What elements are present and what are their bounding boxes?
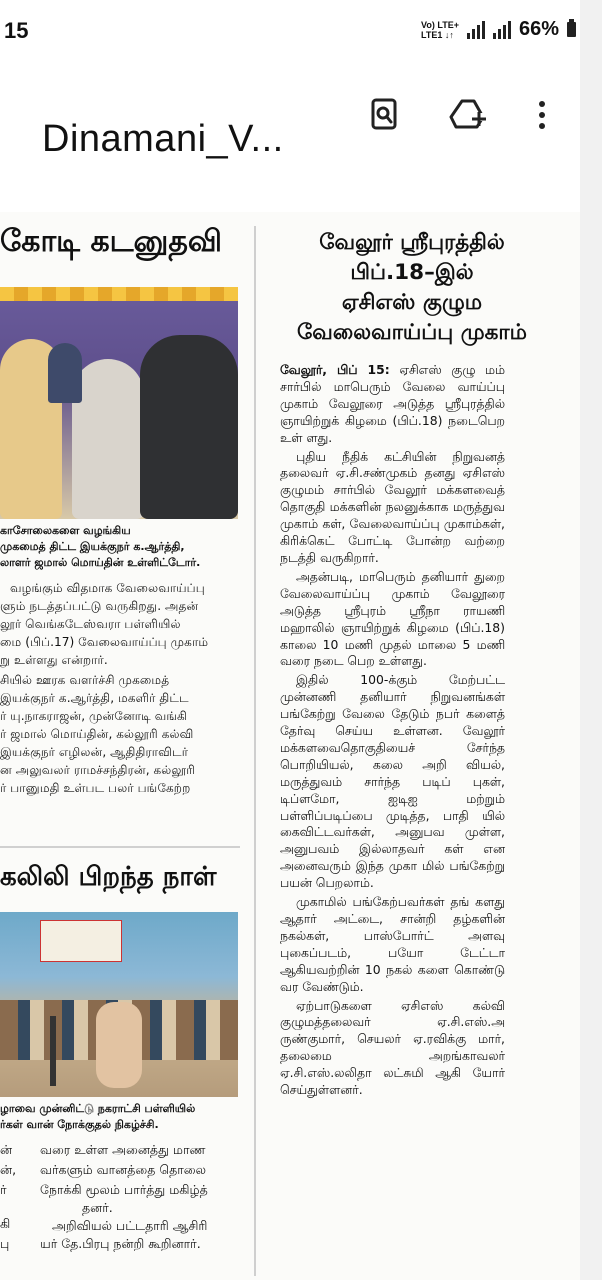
left-body-line: ர் பானுமதி உள்பட பலர் பங்கேற்ற <box>0 781 191 795</box>
more-vert-icon[interactable] <box>522 95 562 135</box>
left-body-line: சியில் ஊரக வளர்ச்சி முகமைத் <box>0 673 170 687</box>
search-document-icon[interactable] <box>364 95 404 135</box>
headline-line: ஏசிஎஸ் குழும <box>341 290 483 315</box>
battery-percent: 66% <box>518 18 559 40</box>
left-body-line: ர் ஜமால் மொய்தின், கல்லூரி கல்வி <box>0 727 194 741</box>
photo-caption-line: முகமைத் திட்ட இயக்குநர் க.ஆர்த்தி, <box>0 540 185 553</box>
article-body <box>280 362 505 1101</box>
headline-line: வேலைவாய்ப்பு முகாம் <box>297 320 527 345</box>
photo-caption-line: லாளர் ஜமால் மொய்தின் உள்ளிட்டோர். <box>0 556 201 569</box>
article-paragraph: ஏற்பாடுகளை ஏசிஎஸ் கல்வி குழுமத்தலைவர் ஏ.சி.எஸ்.அ ருண்குமார், செயலர் ஏ.ரவிக்கு மார், தலைமை அறங்காவலர் ஏ.சி.எஸ்.லலிதா லட்சுமி ஆகி யோர் செய்துள்ளனர். <box>280 997 505 1098</box>
article-dateline: வேலூர், பிப் 15: <box>280 362 390 377</box>
status-time: 15 <box>4 18 29 43</box>
left-fragment: ர் <box>0 1182 7 1197</box>
left-body-line-2: நோக்கி மூலம் பார்த்து மகிழ்த் <box>40 1182 208 1197</box>
article-paragraph: முகாமில் பங்கேற்பவர்கள் தங் களது ஆதார் அட்டை, சான்றி தழ்களின் நகல்கள், பாஸ்போர்ட் அளவு புகைப்படம், பயோ டேட்டா ஆகியவற்றின் 10 நகல் களை கொண்டு வர வேண்டும். <box>280 894 505 994</box>
photo2-caption-line: ழாவை முன்னிட்டு நகராட்சி பள்ளியில் <box>0 1102 196 1115</box>
photo2-caption-line: ர்கள் வான் நோக்குதல் நிகழ்ச்சி. <box>0 1118 159 1131</box>
status-bar <box>0 0 580 70</box>
add-to-drive-icon[interactable] <box>448 95 488 135</box>
left-body-line: லூர் வெங்கடேஸ்வரா பள்ளியில் <box>0 617 181 631</box>
article-paragraph: அதன்படி, மாபெரும் தனியார் துறை வேலைவாய்ப்பு முகாம் வேலூரை அடுத்த ஸ்ரீபுரம் ஸ்ரீநா ராயணி மஹாலில் ஞாயிற்றுக் கிழமை (பிப்.18) காலை 10 மணி முதல் மாலை 5 மணி வரை நடை பெற உள்ளது. <box>280 568 505 669</box>
signal-icon <box>467 21 485 39</box>
article-paragraph: ஏசிஎஸ் குழு மம் சார்பில் மாபெரும் வேலை வாய்ப்பு முகாம் வேலூரை அடுத்த ஸ்ரீபுரத்தில் ஞாயிற்றுக் கிழமை (பிப்.18) நடைபெற உள் ளது. <box>280 362 505 445</box>
left-body-line: ன அலுவலர் ராமச்சந்திரன், கல்லூரி <box>0 763 196 777</box>
left-body-line: மை (பிப்.17) வேலைவாய்ப்பு முகாம் <box>0 635 209 649</box>
left-headline: கோடி கடனுதவி <box>0 224 223 259</box>
left-fragment: கி <box>0 1216 11 1231</box>
left-fragment: பு <box>0 1236 10 1251</box>
left-body-line-2: அறிவியல் பட்டதாரி ஆசிரி <box>52 1218 208 1233</box>
left-fragment: ன், <box>0 1162 17 1177</box>
left-body-line-2: வரை உள்ள அனைத்து மாண <box>40 1142 206 1157</box>
article-paragraph: புதிய நீதிக் கட்சியின் நிறுவனத் தலைவர் ஏ.சி.சண்முகம் தனது ஏசிஎஸ் குழுமம் சார்பில் வேலூர் மக்களவைத் தொகுதி மக்களின் நலனுக்காக மருத்துவ முகாம் கள், வேலைவாய்ப்பு முகாம்கள், கிரிக்கெட் போட்டி போன்ற வற்றை நடத்தி வருகிறார். <box>280 448 505 565</box>
left-body-line: ளும் நடத்தப்பட்டு வருகிறது. அதன் <box>0 599 199 613</box>
left-body-line-2: யர் தே.பிரபு நன்றி கூறினார். <box>40 1236 201 1251</box>
battery-icon <box>567 22 576 37</box>
network-bottom: LTE1 ↓↑ <box>421 29 454 40</box>
left-body-line: வழங்கும் விதமாக வேலைவாய்ப்பு <box>10 581 205 595</box>
signal-icon-2 <box>493 21 511 39</box>
network-label <box>421 20 459 40</box>
left-fragment: ன் <box>0 1142 13 1157</box>
left-section-divider <box>0 846 240 848</box>
left-body-line: று உள்ளது என்றார். <box>0 653 108 667</box>
left-body-line-2: தனர். <box>82 1200 113 1215</box>
school-event-photo <box>0 912 238 1097</box>
column-rule <box>254 226 256 1276</box>
headline-line: வேலூர் ஸ்ரீபுரத்தில் <box>319 230 505 255</box>
network-top: Vo) LTE+ <box>421 19 459 30</box>
left-body-line: ர் யு.நாகராஜன், முன்னோடி வங்கி <box>0 709 188 723</box>
photo-caption-line: காசோலைகளை வழங்கிய <box>0 524 131 537</box>
document-title: Dinamani_V... <box>42 118 284 160</box>
app-bar <box>0 70 580 210</box>
article-paragraph: இதில் 100-க்கும் மேற்பட்ட முன்னணி தனியார் நிறுவனங்கள் பங்கேற்று வேலை தேடும் நபர் களைத் தேர்வு செய்ய உள்ளன. வேலூர் மக்களவைதொகுதியைச் சேர்ந்த பொறியியல், கலை அறி வியல், மருத்துவம் சார்ந்த படிப் புகள், டிப்ளமோ, ஐடிஐ மற்றும் பள்ளிப்படிப்பை முடித்த, பாதி யில் கைவிட்டவர்கள், அனுபவ முள்ள, அனுபவம் இல்லாதவர் கள் என அனைவரும் இந்த முகா மில் பங்கேற்று பயன் பெறலாம். <box>280 672 505 891</box>
left-body-line: இயக்குநர் க.ஆர்த்தி, மகளிர் திட்ட <box>0 691 189 705</box>
right-edge-strip <box>580 0 602 1280</box>
article-headline <box>262 228 562 348</box>
status-icons <box>421 18 576 41</box>
left-body-line: இயக்குநர் எழிலன், ஆதிதிராவிடர் <box>0 745 189 759</box>
left-body-line-2: வர்களும் வானத்தை தொலை <box>40 1162 206 1177</box>
left-headline-2: கலிலி பிறந்த நாள் <box>0 862 217 892</box>
event-photo <box>0 287 238 519</box>
headline-line: பிப்.18–இல் <box>350 260 474 285</box>
newspaper-page[interactable] <box>0 212 580 1280</box>
